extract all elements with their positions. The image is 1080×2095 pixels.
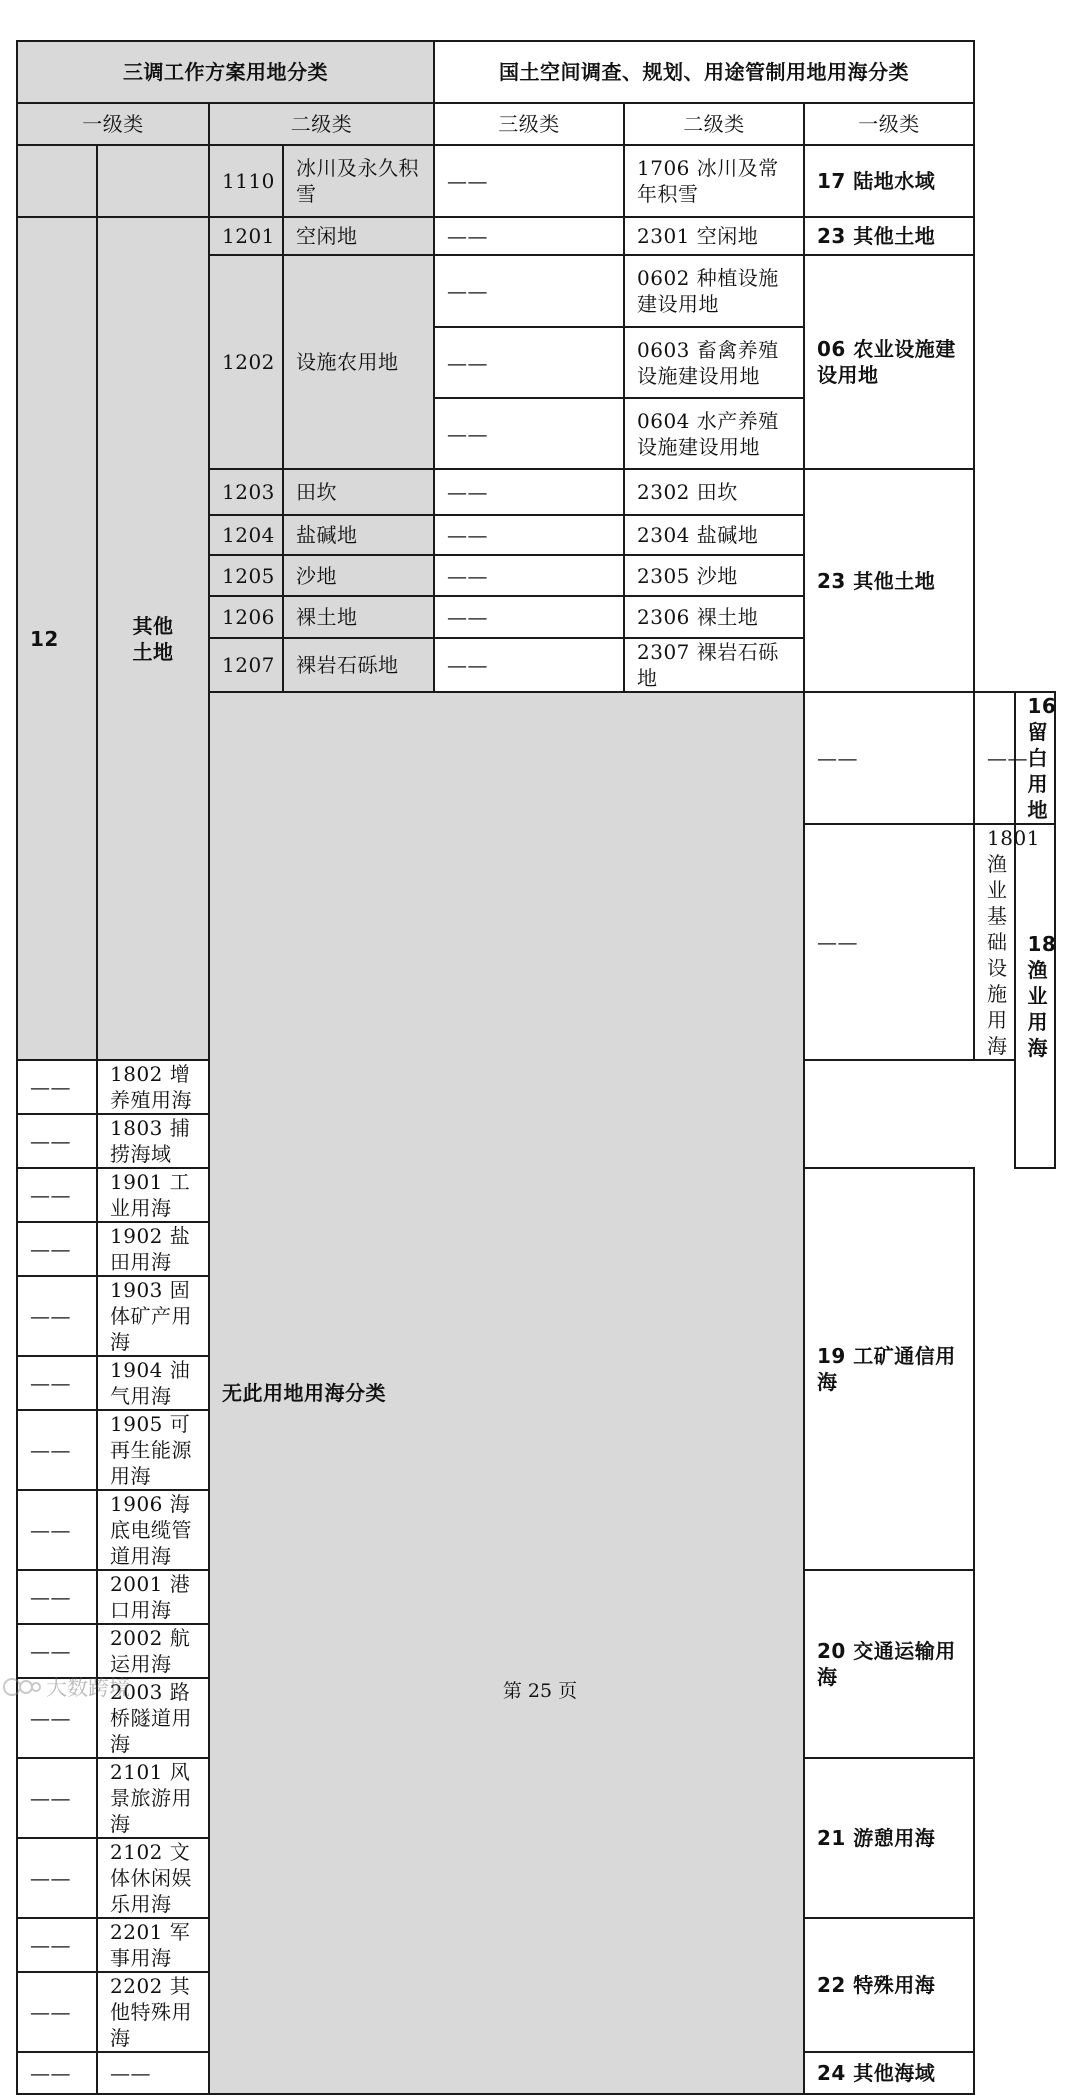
dash-cell: ——	[434, 398, 624, 469]
tier1-cell: 23 其他土地	[804, 469, 974, 692]
tier1-cell: 19 工矿通信用海	[804, 1168, 974, 1570]
tier2-cell: 2302 田坎	[624, 469, 804, 515]
tier2-cell: 0602 种植设施建设用地	[624, 255, 804, 327]
dash-cell: ——	[434, 255, 624, 327]
tier2-cell: 1901 工业用海	[97, 1168, 209, 1222]
name-cell: 设施农用地	[283, 255, 434, 469]
tier2-cell: 2305 沙地	[624, 555, 804, 596]
tier2-cell: 2307 裸岩石砾地	[624, 638, 804, 692]
tier1-cell: 18 渔业用海	[1015, 824, 1056, 1168]
watermark-text: 大数跨境	[46, 1676, 130, 1700]
dash-cell: ——	[17, 1838, 97, 1918]
code-cell: 1201	[209, 217, 283, 255]
code-cell: 1204	[209, 515, 283, 555]
dash-cell: ——	[434, 596, 624, 638]
tier1-cell: 22 特殊用海	[804, 1918, 974, 2052]
dash-cell: ——	[434, 469, 624, 515]
subheader-tier2-left: 二级类	[209, 103, 434, 145]
tier2-cell: 2301 空闲地	[624, 217, 804, 255]
dash-cell: ——	[434, 217, 624, 255]
tier2-cell: 1905 可再生能源用海	[97, 1410, 209, 1490]
dash-cell: ——	[17, 1918, 97, 1972]
dash-cell: ——	[17, 1972, 97, 2052]
tier2-cell: 2202 其他特殊用海	[97, 1972, 209, 2052]
tier1-cell: 21 游憩用海	[804, 1758, 974, 1918]
tier2-cell: 1904 油气用海	[97, 1356, 209, 1410]
code-cell: 1206	[209, 596, 283, 638]
header-left: 三调工作方案用地分类	[17, 41, 434, 103]
name-cell: 裸土地	[283, 596, 434, 638]
code-cell: 1202	[209, 255, 283, 469]
dash-cell: ——	[17, 1168, 97, 1222]
dash-cell: ——	[434, 555, 624, 596]
table-row	[17, 145, 1055, 217]
subheader-tier1-left: 一级类	[17, 103, 209, 145]
table-row	[17, 217, 1055, 255]
tier2-cell: ——	[974, 692, 1014, 824]
class-12-name: 其他土地	[97, 217, 209, 1060]
name-cell: 冰川及永久积雪	[283, 145, 434, 217]
code-cell: 1205	[209, 555, 283, 596]
header-right: 国土空间调查、规划、用途管制用地用海分类	[434, 41, 974, 103]
dash-cell: ——	[17, 1222, 97, 1276]
dash-cell: ——	[434, 145, 624, 217]
tier1-cell: 23 其他土地	[804, 217, 974, 255]
code-cell: 1110	[209, 145, 283, 217]
tier2-cell: 1906 海底电缆管道用海	[97, 1490, 209, 1570]
tier2-cell: 0603 畜禽养殖设施建设用地	[624, 327, 804, 398]
tier2-cell: 2306 裸土地	[624, 596, 804, 638]
dash-cell: ——	[804, 824, 974, 1060]
tier1-cell: 06 农业设施建设用地	[804, 255, 974, 469]
dash-cell: ——	[17, 1758, 97, 1838]
tier1-cell: 17 陆地水域	[804, 145, 974, 217]
tier1-cell: 16 留白用地	[1015, 692, 1056, 824]
dash-cell: ——	[17, 2052, 97, 2094]
tier2-cell: 1902 盐田用海	[97, 1222, 209, 1276]
none-classification-label: 无此用地用海分类	[209, 692, 804, 2094]
tier2-cell: 2002 航运用海	[97, 1624, 209, 1678]
name-cell: 空闲地	[283, 217, 434, 255]
dash-cell: ——	[434, 515, 624, 555]
page-number: 第 25 页	[502, 1680, 578, 1702]
tier2-cell: 1802 增养殖用海	[97, 1060, 209, 1114]
tier2-cell: 2003 路桥隧道用海	[97, 1678, 209, 1758]
dash-cell: ——	[434, 327, 624, 398]
dash-cell: ——	[17, 1624, 97, 1678]
dash-cell: ——	[17, 1276, 97, 1356]
dash-cell: ——	[17, 1060, 97, 1114]
dash-cell: ——	[434, 638, 624, 692]
tier2-cell: 2102 文体休闲娱乐用海	[97, 1838, 209, 1918]
tier1-cell: 20 交通运输用海	[804, 1570, 974, 1758]
subheader-tier2-right: 二级类	[624, 103, 804, 145]
class-12-code: 12	[17, 217, 97, 1060]
dash-cell: ——	[804, 692, 974, 824]
tier2-cell: 2201 军事用海	[97, 1918, 209, 1972]
tier2-cell: 1801 渔业基础设施用海	[974, 824, 1014, 1060]
dash-cell: ——	[17, 1114, 97, 1168]
code-cell: 1207	[209, 638, 283, 692]
tier2-cell: 2001 港口用海	[97, 1570, 209, 1624]
land-classification-table	[16, 40, 1056, 2095]
tier1-cell: 24 其他海域	[804, 2052, 974, 2094]
name-cell: 裸岩石砾地	[283, 638, 434, 692]
empty-cell	[17, 145, 97, 217]
tier2-cell: 2101 风景旅游用海	[97, 1758, 209, 1838]
tier2-cell: ——	[97, 2052, 209, 2094]
tier2-cell: 0604 水产养殖设施建设用地	[624, 398, 804, 469]
dash-cell: ——	[17, 1678, 97, 1758]
name-cell: 盐碱地	[283, 515, 434, 555]
empty-cell	[97, 145, 209, 217]
tier2-cell: 1706 冰川及常年积雪	[624, 145, 804, 217]
dash-cell: ——	[17, 1356, 97, 1410]
subheader-tier1-right: 一级类	[804, 103, 974, 145]
tier2-cell: 1903 固体矿产用海	[97, 1276, 209, 1356]
name-cell: 田坎	[283, 469, 434, 515]
subheader-tier3-right: 三级类	[434, 103, 624, 145]
name-cell: 沙地	[283, 555, 434, 596]
code-cell: 1203	[209, 469, 283, 515]
dash-cell: ——	[17, 1410, 97, 1490]
dash-cell: ——	[17, 1490, 97, 1570]
tier2-cell: 2304 盐碱地	[624, 515, 804, 555]
dash-cell: ——	[17, 1570, 97, 1624]
tier2-cell: 1803 捕捞海域	[97, 1114, 209, 1168]
